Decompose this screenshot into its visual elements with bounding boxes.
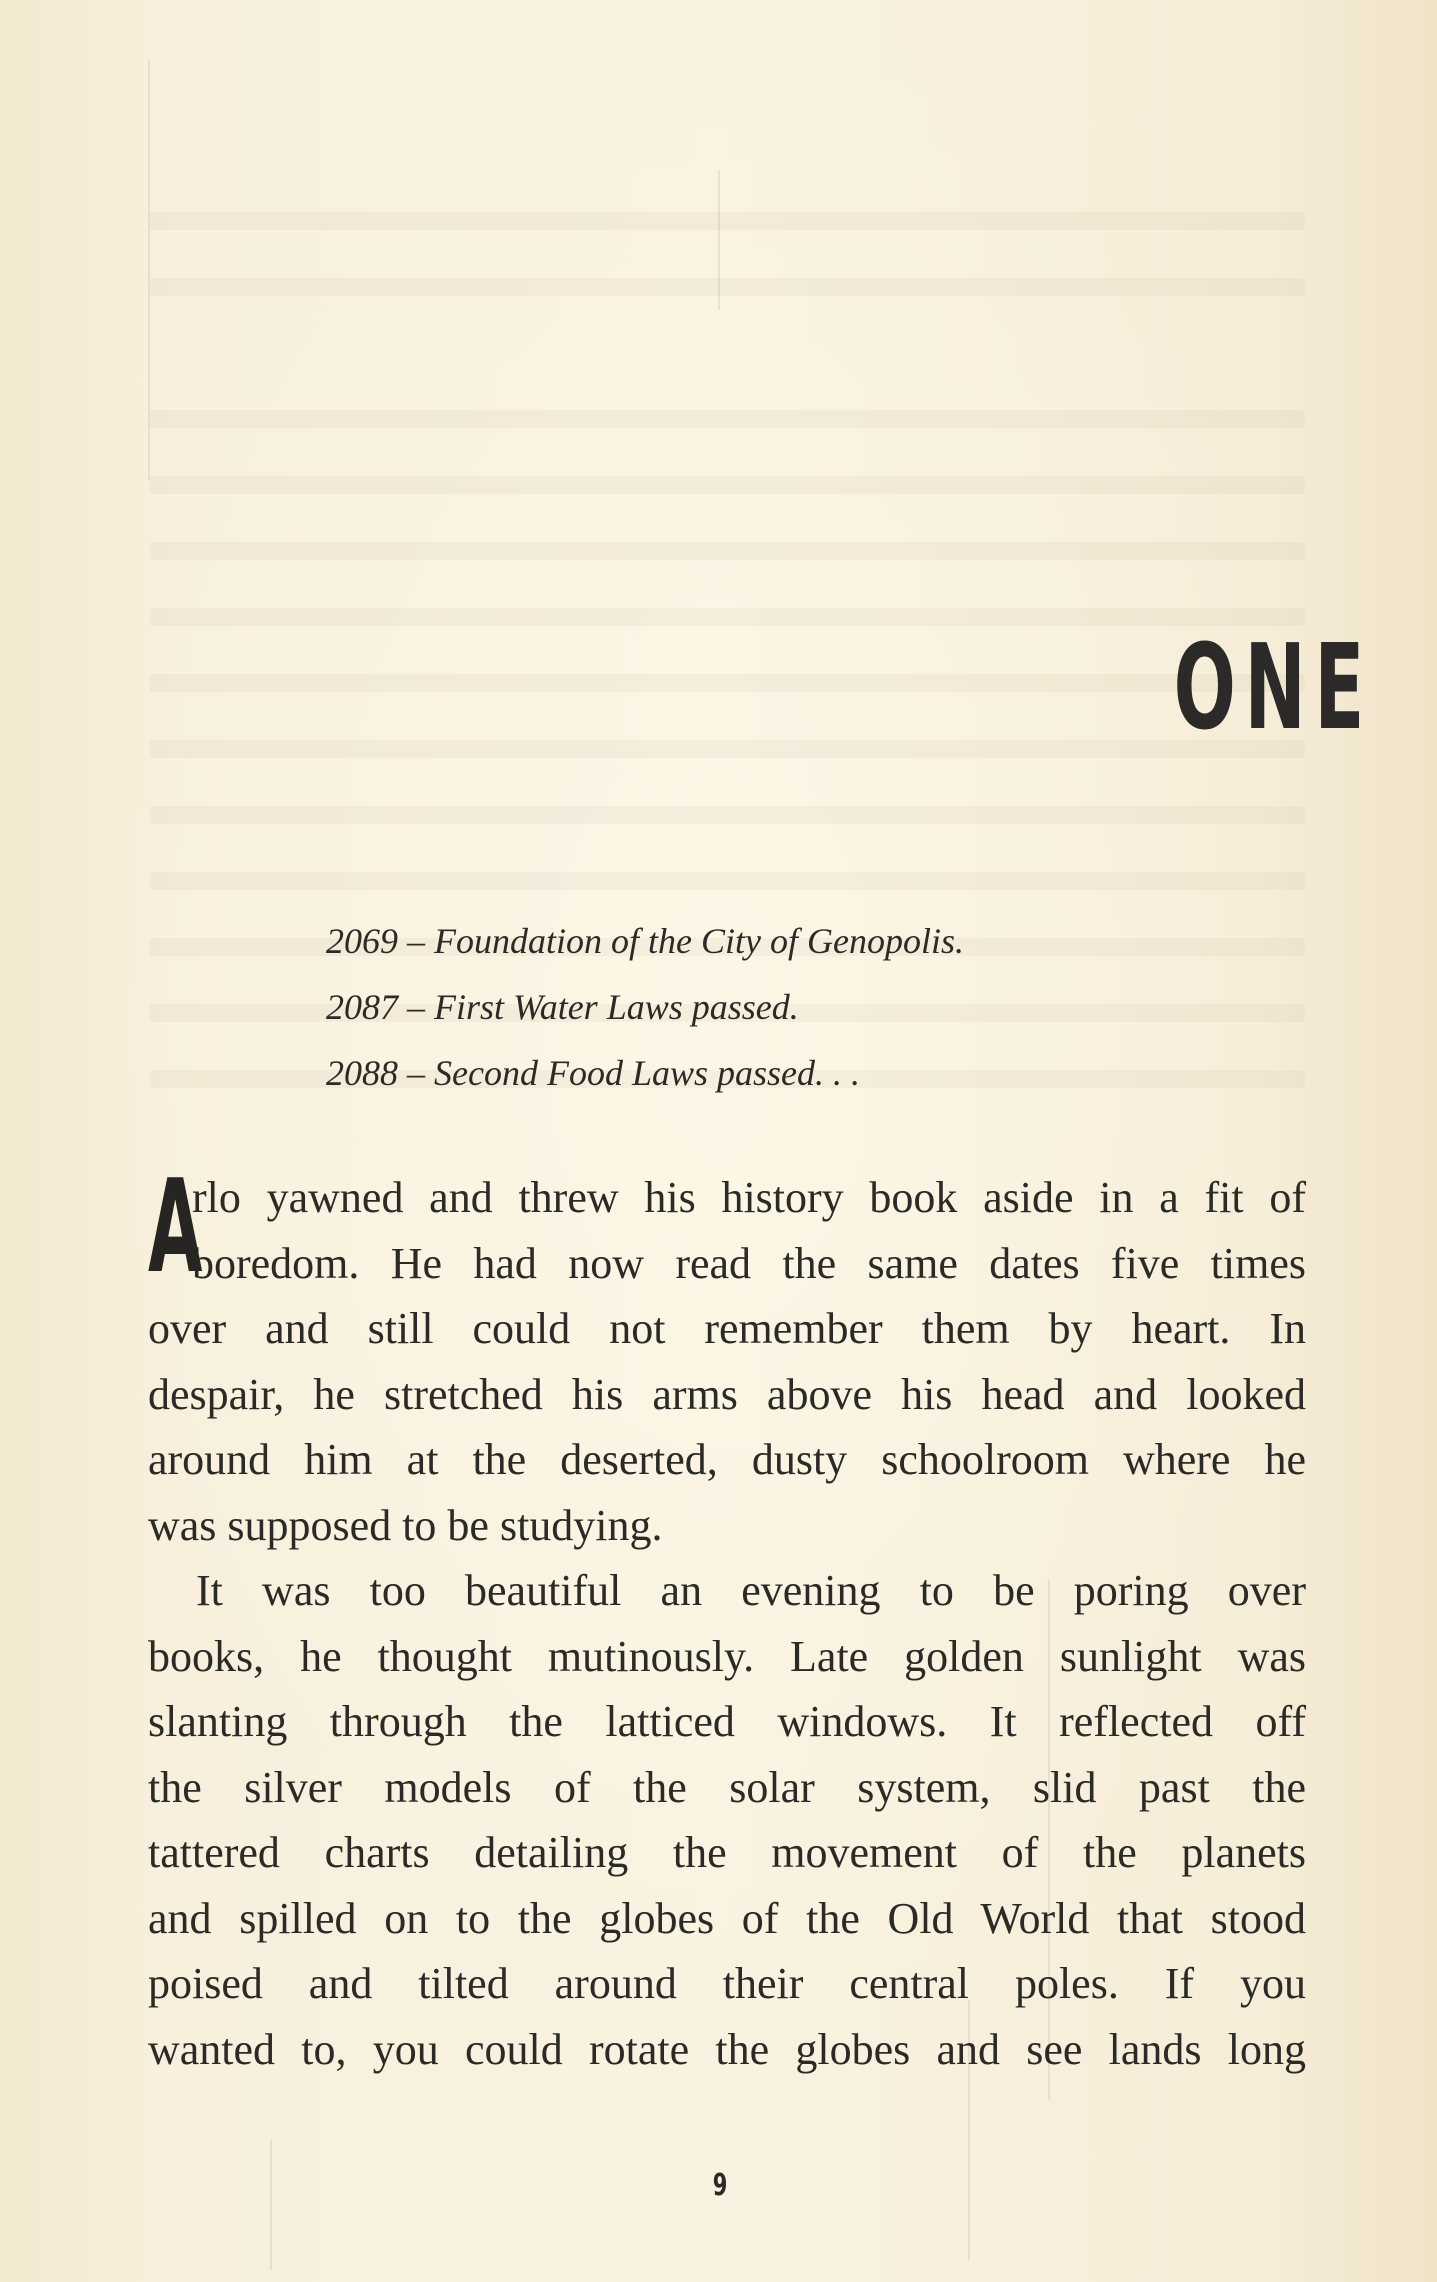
show-through-line [150,410,1305,428]
show-through-line [150,278,1305,296]
text-line: despair, he stretched his arms above his head and looked [148,1369,1306,1419]
show-through-line [150,740,1305,758]
show-through-line [150,872,1305,890]
text-line: wanted to, you could rotate the globes and see lands long [148,2024,1306,2074]
paper-crease [718,170,720,310]
show-through-line [150,212,1305,230]
timeline-entry: 2087 – First Water Laws passed. [326,987,799,1027]
timeline-epigraph [326,908,1226,1106]
text-line: was supposed to be studying. [148,1500,663,1550]
text-line: slanting through the latticed windows. It reflected off [148,1697,1306,1746]
text-line: It was too beautiful an evening to be poring over [196,1566,1306,1615]
text-line: poised and tilted around their central poles. If you [148,1959,1306,2008]
chapter-title: ONE [1173,618,1374,756]
text-line: the silver models of the solar system, slid past the [148,1762,1306,1812]
text-line: books, he thought mutinously. Late golden sunlight was [148,1631,1306,1681]
page-number: 9 [712,2168,728,2203]
text-line: boredom. He had now read the same dates five times [192,1238,1306,1288]
paragraph-2 [148,1558,1306,2082]
show-through-line [150,608,1305,626]
paper-crease [148,60,150,480]
timeline-entry: 2088 – Second Food Laws passed. . . [326,1053,860,1093]
show-through-line [150,806,1305,824]
text-line: over and still could not remember them by heart. In [148,1304,1306,1353]
text-line: tattered charts detailing the movement of the planets [148,1828,1306,1877]
text-line-content: rlo yawned and threw his history book aside in a fit of [192,1173,1306,1222]
text-line: around him at the deserted, dusty schoolroom where he [148,1435,1306,1484]
text-line: and spilled on to the globes of the Old World that stood [148,1893,1306,1943]
paragraph-1 [148,1153,1306,1558]
show-through-line [150,542,1305,560]
body-text [148,1153,1306,2082]
drop-cap: A [148,1153,203,1302]
paper-crease [270,2140,272,2270]
timeline-entry: 2069 – Foundation of the City of Genopolis. [326,921,964,961]
show-through-line [150,476,1305,494]
show-through-line [150,674,1305,692]
